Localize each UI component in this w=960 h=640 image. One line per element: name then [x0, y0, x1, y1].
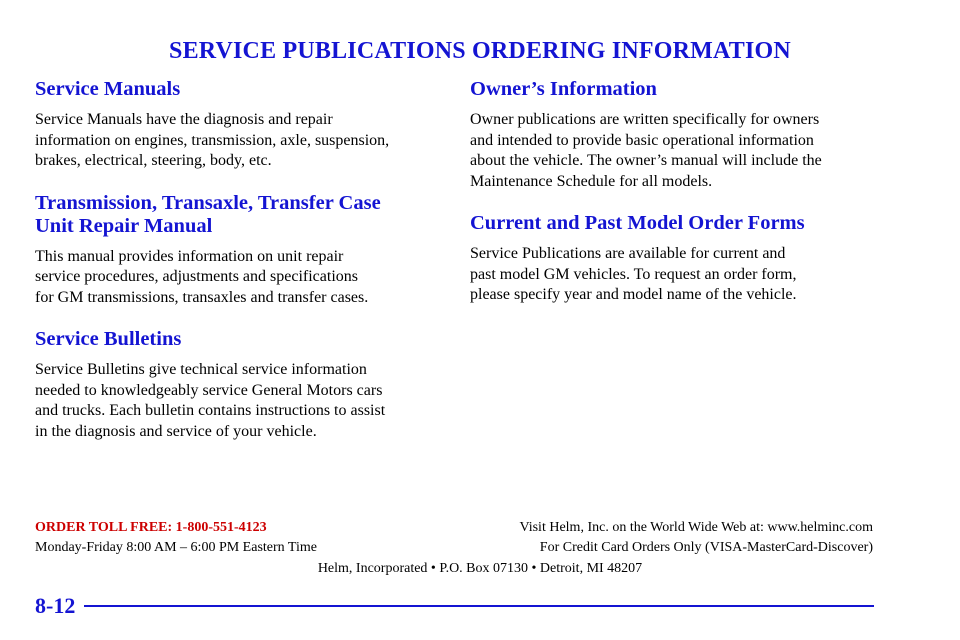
heading-line: Current and Past Model Order Forms: [470, 212, 805, 234]
section-body: [35, 360, 445, 442]
body-line: Maintenance Schedule for all models.: [470, 172, 713, 190]
section-body: [470, 244, 890, 306]
web-address-text: Visit Helm, Inc. on the World Wide Web at: www.helminc.com: [519, 520, 873, 535]
body-line: Service Bulletins give technical service information: [35, 361, 367, 378]
credit-card-note: For Credit Card Orders Only (VISA-MasterCard-Discover): [539, 540, 873, 555]
mailing-address: Helm, Incorporated • P.O. Box 07130 • Detroit, MI 48207: [317, 561, 643, 576]
body-line: and intended to provide basic operational information: [470, 131, 814, 149]
bottom-rule: [84, 605, 874, 607]
section-body: [35, 247, 445, 309]
section-heading: [470, 212, 890, 235]
body-line: in the diagnosis and service of your vehicle.: [35, 422, 317, 440]
section-heading: [35, 192, 445, 238]
left-column: [35, 78, 445, 462]
section-heading: [35, 78, 445, 101]
order-toll-free: ORDER TOLL FREE: 1-800-551-4123: [35, 520, 267, 535]
body-line: about the vehicle. The owner’s manual will include the: [470, 152, 822, 169]
body-line: Owner publications are written specifically for owners: [470, 111, 820, 128]
section-service-bulletins: [35, 328, 445, 442]
heading-line: Service Manuals: [35, 78, 181, 100]
body-line: Service Manuals have the diagnosis and repair: [35, 111, 333, 128]
heading-line: Service Bulletins: [35, 328, 182, 350]
body-line: service procedures, adjustments and specifications: [35, 268, 358, 285]
section-service-manuals: [35, 78, 445, 172]
body-line: please specify year and model name of the vehicle.: [470, 286, 797, 303]
right-column: [470, 78, 890, 326]
section-owners-information: [470, 78, 890, 192]
section-order-forms: [470, 212, 890, 306]
section-heading: [35, 328, 445, 351]
page-title: SERVICE PUBLICATIONS ORDERING INFORMATION: [169, 38, 791, 64]
section-unit-repair-manual: [35, 192, 445, 309]
body-line: for GM transmissions, transaxles and transfer cases.: [35, 288, 369, 306]
body-line: brakes, electrical, steering, body, etc.: [35, 152, 272, 169]
body-line: needed to knowledgeably service General Motors cars: [35, 381, 383, 399]
body-line: information on engines, transmission, axle, suspension,: [35, 131, 390, 149]
body-line: This manual provides information on unit repair: [35, 247, 344, 265]
body-line: and trucks. Each bulletin contains instructions to assist: [35, 402, 386, 419]
heading-line: Transmission, Transaxle, Transfer Case: [35, 191, 381, 214]
section-body: [470, 110, 890, 192]
body-line: Service Publications are available for current and: [470, 245, 786, 262]
heading-line: Unit Repair Manual: [35, 214, 213, 237]
business-hours: Monday-Friday 8:00 AM – 6:00 PM Eastern Time: [35, 540, 317, 555]
section-body: [35, 110, 445, 172]
page-number: 8-12: [35, 593, 76, 618]
heading-line: Owner’s Information: [470, 78, 657, 100]
body-line: past model GM vehicles. To request an order form,: [470, 265, 797, 283]
section-heading: [470, 78, 890, 101]
